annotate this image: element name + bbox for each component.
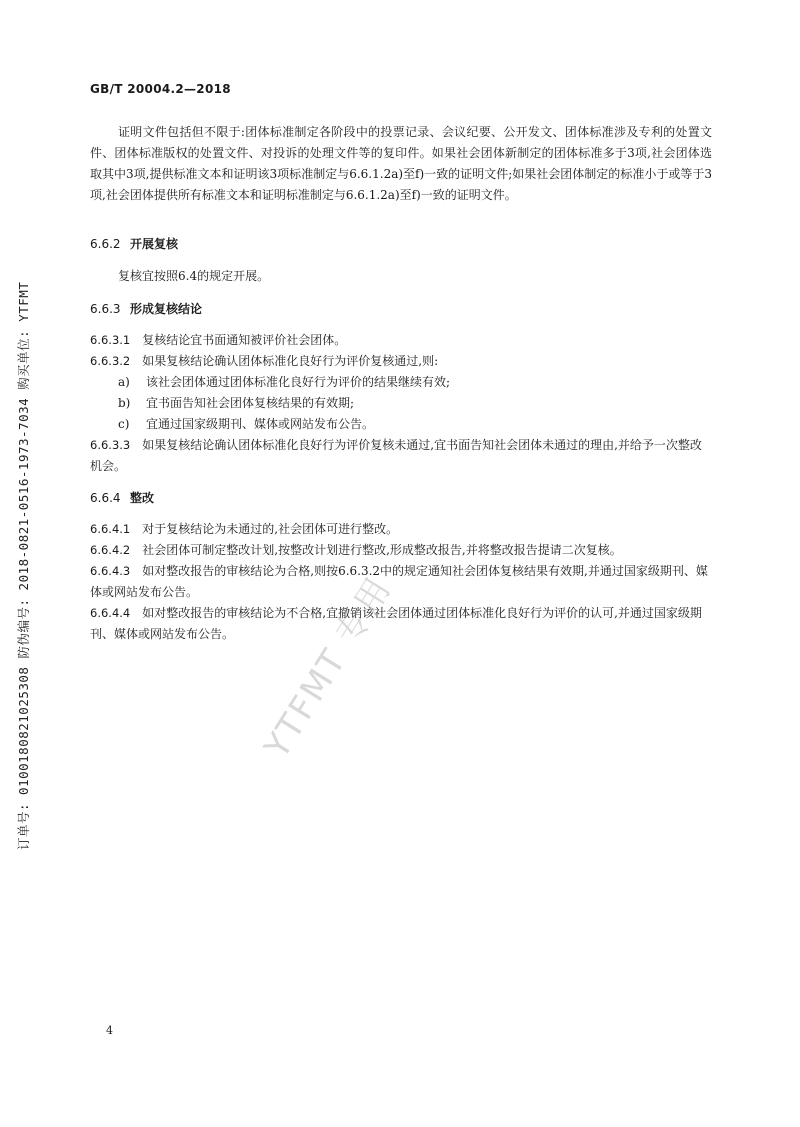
section-6-6-4-heading [90,488,712,509]
list-marker: c) [118,417,130,431]
section-6-6-2-body: 复核宜按照6.4的规定开展。 [118,269,270,283]
clause-6-6-4-4 [90,603,712,645]
page-number: 4 [106,1024,113,1037]
standard-number-header: GB/T 20004.2—2018 [90,82,231,96]
clause-number: 6.6.3.3 [90,438,131,452]
list-item-text: 该社会团体通过团体标准化良好行为评价的结果继续有效; [146,375,451,389]
order-info-text: 订单号: 0100180821025308 防伪编号: 2018-0821-0516-1973-7034 购买单位: YTFMT [16,281,31,850]
list-item [90,393,740,414]
clause-6-6-4-1 [90,519,712,540]
watermark: YTFMT 专用 [256,569,400,766]
list-item [90,372,740,393]
list-marker: b) [118,396,131,410]
clause-text: 如对整改报告的审核结论为不合格,宜撤销该社会团体通过团体标准化良好行为评价的认可,并通过国家级期刊、媒体或网站发布公告。 [90,606,702,641]
clause-number: 6.6.4.2 [90,543,131,557]
clause-6-6-3-3 [90,435,712,477]
clause-6-6-3-1 [90,330,712,351]
section-6-6-2-heading [90,234,712,255]
list-item-text: 宜通过国家级期刊、媒体或网站发布公告。 [146,417,375,431]
list-marker: a) [118,375,130,389]
section-title: 整改 [130,491,155,505]
clause-text: 如对整改报告的审核结论为合格,则按6.6.3.2中的规定通知社会团体复核结果有效期,并通过国家级期刊、媒体或网站发布公告。 [90,564,708,599]
clause-number: 6.6.4.4 [90,606,131,620]
clause-6-6-4-2 [90,540,712,561]
clause-number: 6.6.4.1 [90,522,131,536]
order-info-side-text [14,281,32,850]
clause-text: 如果复核结论确认团体标准化良好行为评价复核未通过,宜书面告知社会团体未通过的理由,并给予一次整改机会。 [90,438,702,473]
clause-text: 复核结论宜书面通知被评价社会团体。 [142,333,347,347]
clause-text: 对于复核结论为未通过的,社会团体可进行整改。 [142,522,399,536]
clause-text: 社会团体可制定整改计划,按整改计划进行整改,形成整改报告,并将整改报告提请二次复核。 [142,543,622,557]
section-title: 开展复核 [130,237,179,251]
section-number: 6.6.2 [90,237,121,251]
list-item-text: 宜书面告知社会团体复核结果的有效期; [146,396,355,410]
clause-number: 6.6.3.2 [90,354,131,368]
clause-number: 6.6.3.1 [90,333,131,347]
clause-number: 6.6.4.3 [90,564,131,578]
clause-6-6-4-3 [90,561,712,603]
section-number: 6.6.4 [90,491,121,505]
section-number: 6.6.3 [90,302,121,316]
list-item [90,414,740,435]
section-title: 形成复核结论 [130,302,203,316]
intro-paragraph: 证明文件包括但不限于:团体标准制定各阶段中的投票记录、会议纪要、公开发文、团体标准涉及专利的处置文件、团体标准版权的处置文件、对投诉的处理文件等的复印件。如果社会团体新制定的团体标准多于3项,社会团体选取其中3项,提供标准文本和证明该3项标准制定与6.6.1.2a)至f)一致的证明文件;如果社会团体制定的标准小于或等于3项,社会团体提供所有标准文本和证明标准制定与6.6.1.2a)至f)一致的证明文件。 [90,125,712,202]
clause-text: 如果复核结论确认团体标准化良好行为评价复核通过,则: [142,354,439,368]
section-6-6-3-heading [90,299,712,320]
clause-6-6-3-2 [90,351,712,372]
